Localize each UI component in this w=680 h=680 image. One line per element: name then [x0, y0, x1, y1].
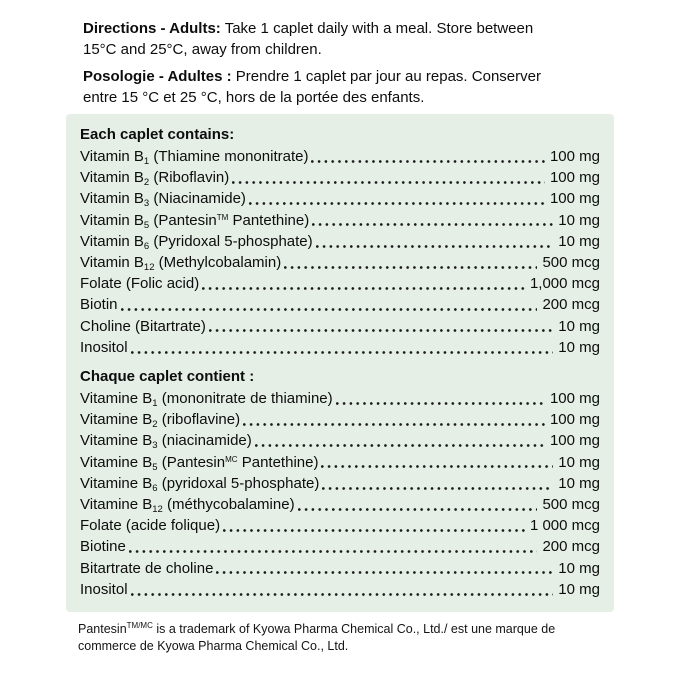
dot-leader: [121, 294, 538, 315]
dot-leader: [336, 388, 545, 409]
ingredient-name: [80, 337, 128, 358]
name-text: (Pantesin: [157, 453, 226, 471]
ingredient-name: [80, 294, 118, 315]
ingredient-amount: 100 mg: [549, 169, 600, 187]
subscript: 2: [143, 177, 150, 189]
ingredient-amount: 1,000 mcg: [529, 275, 600, 293]
directions-en-line2: 15°C and 25°C, away from children.: [83, 41, 322, 58]
dot-leader: [249, 188, 545, 209]
ingredient-amount: 200 mcg: [542, 538, 600, 556]
ingredient-row: [80, 252, 600, 273]
name-text: Inositol: [80, 580, 128, 598]
ingredient-amount: 100 mg: [549, 411, 600, 429]
ingredient-name: [80, 388, 333, 409]
ingredient-list-fr: [80, 388, 600, 600]
name-text: Vitamin B: [80, 190, 144, 208]
ingredient-row: [80, 536, 600, 557]
ingredient-name: [80, 536, 126, 557]
dot-leader: [232, 167, 545, 188]
brand-name: Pantesin: [78, 622, 127, 637]
ingredient-name: [80, 146, 308, 167]
ingredient-name: [80, 579, 128, 600]
name-text: Vitamine B: [80, 411, 153, 429]
dot-leader: [316, 231, 554, 252]
ingredient-row: [80, 231, 600, 252]
dot-leader: [243, 409, 545, 430]
ingredient-row: [80, 388, 600, 409]
name-text: Biotin: [80, 296, 118, 314]
ingredient-row: [80, 273, 600, 294]
subscript: 1: [152, 398, 158, 410]
ingredient-amount: 10 mg: [558, 211, 600, 229]
name-text: Folate (Folic acid): [80, 275, 200, 293]
ingredient-row: [80, 294, 600, 315]
directions-fr-line2: entre 15 °C et 25 °C, hors de la portée des enfants.: [83, 89, 425, 106]
name-text: Vitamine B: [80, 432, 153, 450]
subscript: 12: [143, 262, 155, 274]
subscript: 3: [152, 440, 158, 452]
name-text: Bitartrate de choline: [80, 559, 214, 577]
ingredient-name: [80, 188, 246, 209]
dot-leader: [321, 452, 553, 473]
name-text: (niacinamide): [157, 432, 252, 450]
subscript: 5: [143, 219, 150, 231]
subscript: 12: [152, 504, 163, 516]
directions-fr-line1: Prendre 1 caplet par jour au repas. Conserver: [235, 68, 541, 85]
superscript: TM: [216, 212, 229, 222]
ingredient-amount: 100 mg: [549, 190, 600, 208]
name-text: Inositol: [80, 338, 128, 356]
name-text: Vitamine B: [80, 474, 153, 492]
subscript: 5: [152, 461, 158, 473]
name-text: (mononitrate de thiamine): [157, 390, 333, 408]
panel-heading-en: Each caplet contains:: [80, 126, 235, 143]
ingredient-row: [80, 146, 600, 167]
dot-leader: [216, 558, 553, 579]
directions-en: [83, 18, 614, 60]
dot-leader: [129, 536, 538, 557]
subscript: 1: [143, 156, 150, 167]
ingredient-amount: 200 mcg: [542, 296, 600, 314]
dot-leader: [202, 273, 525, 294]
ingredient-row: [80, 494, 600, 515]
name-text: Folate (acide folique): [80, 517, 221, 535]
name-text: (Thiamine mononitrate): [149, 148, 309, 165]
ingredient-amount: 10 mg: [558, 338, 600, 356]
ingredients-panel: [66, 114, 614, 612]
name-text: (méthycobalamine): [162, 496, 295, 514]
ingredient-amount: 500 mcg: [542, 496, 600, 514]
name-text: Vitamine B: [80, 496, 153, 514]
ingredient-name: [80, 452, 318, 473]
name-text: (Pantesin: [149, 211, 217, 229]
ingredient-amount: 10 mg: [558, 559, 600, 577]
name-text: (Niacinamide): [149, 190, 246, 208]
name-text: Vitamine B: [80, 453, 153, 471]
name-text: Vitamine B: [80, 390, 153, 408]
dot-leader: [131, 337, 554, 358]
subscript: 2: [152, 419, 158, 431]
dot-leader: [209, 316, 553, 337]
trademark-note: [66, 621, 614, 655]
ingredient-name: [80, 515, 220, 536]
ingredient-row: [80, 167, 600, 188]
ingredient-name: [80, 167, 229, 188]
name-text: (Riboflavin): [149, 169, 230, 187]
panel-heading-fr: Chaque caplet contient :: [80, 368, 255, 386]
dot-leader: [223, 515, 525, 536]
directions-fr-lead: Posologie - Adultes :: [83, 68, 232, 85]
ingredient-row: [80, 452, 600, 473]
ingredient-row: [80, 558, 600, 579]
name-text: Vitamin B: [80, 232, 144, 250]
name-text: Vitamin B: [80, 254, 144, 272]
superscript: MC: [225, 454, 238, 464]
trademark-superscript: TM/MC: [126, 621, 153, 631]
ingredient-row: [80, 473, 600, 494]
ingredient-amount: 10 mg: [558, 474, 600, 492]
name-text: (Pyridoxal 5-phosphate): [149, 232, 313, 250]
name-text: Pantethine): [228, 211, 310, 229]
ingredient-row: [80, 188, 600, 209]
subscript: 3: [143, 198, 150, 210]
name-text: (riboflavine): [157, 411, 241, 429]
name-text: Vitamin B: [80, 169, 144, 187]
subscript: 6: [143, 240, 150, 252]
dot-leader: [312, 210, 553, 231]
ingredient-row: [80, 337, 600, 358]
ingredient-name: [80, 316, 206, 337]
dot-leader: [322, 473, 553, 494]
directions-en-lead: Directions - Adults:: [83, 20, 221, 37]
ingredient-amount: 10 mg: [558, 232, 600, 250]
ingredient-row: [80, 316, 600, 337]
ingredient-amount: 10 mg: [558, 317, 600, 335]
dot-leader: [131, 579, 554, 600]
trademark-line2: commerce de Kyowa Pharma Chemical Co., Ltd.: [78, 639, 349, 654]
name-text: Vitamin B: [80, 211, 144, 229]
ingredient-list-en: [80, 146, 600, 358]
ingredient-amount: 500 mcg: [542, 254, 600, 272]
ingredient-name: [80, 494, 295, 515]
ingredient-amount: 100 mg: [549, 390, 600, 408]
ingredient-row: [80, 430, 600, 451]
dot-leader: [255, 430, 545, 451]
ingredient-row: [80, 515, 600, 536]
name-text: Choline (Bitartrate): [80, 317, 206, 335]
directions-fr: [83, 66, 614, 108]
name-text: (Methylcobalamin): [154, 254, 282, 272]
directions-en-line1: Take 1 caplet daily with a meal. Store between: [224, 20, 534, 37]
dot-leader: [311, 146, 545, 167]
ingredient-name: [80, 231, 313, 252]
dot-leader: [298, 494, 538, 515]
ingredient-amount: 10 mg: [558, 580, 600, 598]
ingredient-name: [80, 210, 309, 231]
ingredient-name: [80, 473, 319, 494]
ingredient-name: [80, 558, 213, 579]
name-text: Vitamin B: [80, 148, 144, 165]
name-text: Pantethine): [237, 453, 319, 471]
ingredient-name: [80, 252, 281, 273]
ingredient-row: [80, 579, 600, 600]
ingredient-name: [80, 430, 252, 451]
ingredient-name: [80, 409, 240, 430]
dot-leader: [284, 252, 537, 273]
name-text: Biotine: [80, 538, 126, 556]
ingredient-amount: 10 mg: [558, 453, 600, 471]
trademark-line1: is a trademark of Kyowa Pharma Chemical Co., Ltd./ est une marque de: [156, 622, 556, 637]
directions-section: [66, 18, 614, 108]
ingredient-name: [80, 273, 199, 294]
ingredient-amount: 100 mg: [549, 432, 600, 450]
ingredient-row: [80, 409, 600, 430]
ingredient-row: [80, 210, 600, 231]
name-text: (pyridoxal 5-phosphate): [157, 474, 320, 492]
ingredient-amount: 100 mg: [549, 148, 600, 165]
ingredient-amount: 1 000 mcg: [529, 517, 600, 535]
subscript: 6: [152, 482, 158, 494]
